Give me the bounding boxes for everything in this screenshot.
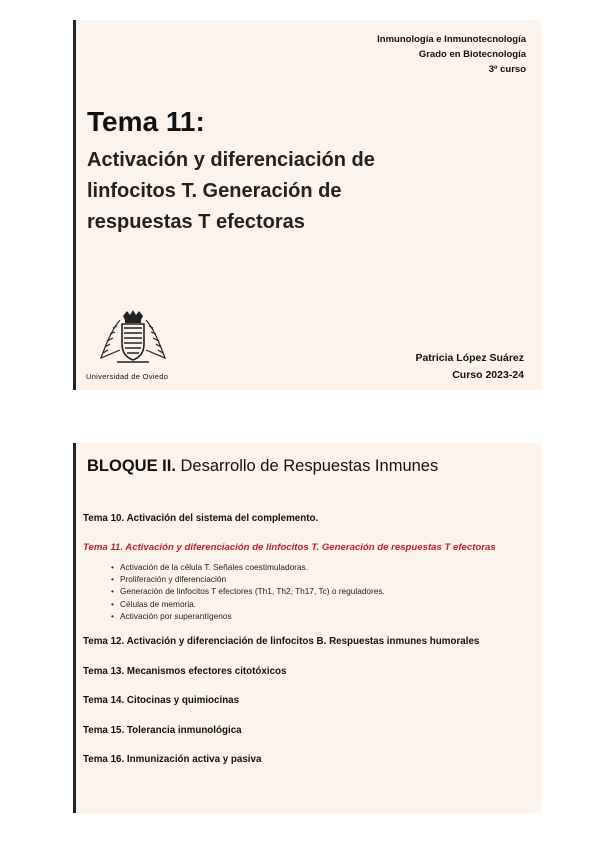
subtopic-item: • Activación de la célula T. Señales coestimuladoras. <box>111 561 385 573</box>
topic-item: Tema 14. Citocinas y quimiocinas <box>83 695 240 706</box>
topic-item: Tema 12. Activación y diferenciación de linfocitos B. Respuestas inmunes humorales <box>83 636 480 647</box>
slide-left-bar <box>73 20 76 390</box>
topic-item: Tema 15. Tolerancia inmunológica <box>83 725 242 736</box>
tema-title: Activación y diferenciación de linfocitos T. Generación de respuestas T efectoras <box>87 149 375 233</box>
subtopic-list <box>111 561 385 622</box>
bloque-heading <box>87 457 438 476</box>
index-slide <box>73 443 541 813</box>
university-seal-icon <box>93 310 173 368</box>
subtopic-item: • Proliferación y diferenciación <box>111 573 385 585</box>
topic-item: Tema 10. Activación del sistema del complemento. <box>83 513 319 524</box>
course-term: Curso 2023-24 <box>452 369 524 381</box>
course-year: 3º curso <box>488 64 526 75</box>
topic-item: Tema 16. Inmunización activa y pasiva <box>83 754 262 765</box>
course-info <box>377 32 526 77</box>
subtopic-item: • Activación por superantígenos <box>111 610 385 622</box>
author-name: Patricia López Suárez <box>415 352 524 364</box>
university-name: Universidad de Oviedo <box>86 372 169 381</box>
course-degree: Grado en Biotecnología <box>418 49 526 60</box>
tema-number: Tema 11: <box>87 106 205 137</box>
bloque-title: Desarrollo de Respuestas Inmunes <box>175 457 439 475</box>
author-info <box>415 350 524 384</box>
subtopic-item: • Generación de linfocitos T efectores (Th1, Th2, Th17, Tc) o reguladores. <box>111 585 385 597</box>
slide-left-bar <box>73 443 76 813</box>
course-subject: Inmunología e Inmunotecnología <box>377 34 526 45</box>
title-slide <box>73 20 541 390</box>
bloque-label: BLOQUE II. <box>87 457 176 475</box>
subtopic-item: • Células de memoria. <box>111 598 385 610</box>
topic-item: Tema 13. Mecanismos efectores citotóxicos <box>83 666 287 677</box>
topic-item-current: Tema 11. Activación y diferenciación de linfocitos T. Generación de respuestas T efectoras <box>83 542 496 553</box>
